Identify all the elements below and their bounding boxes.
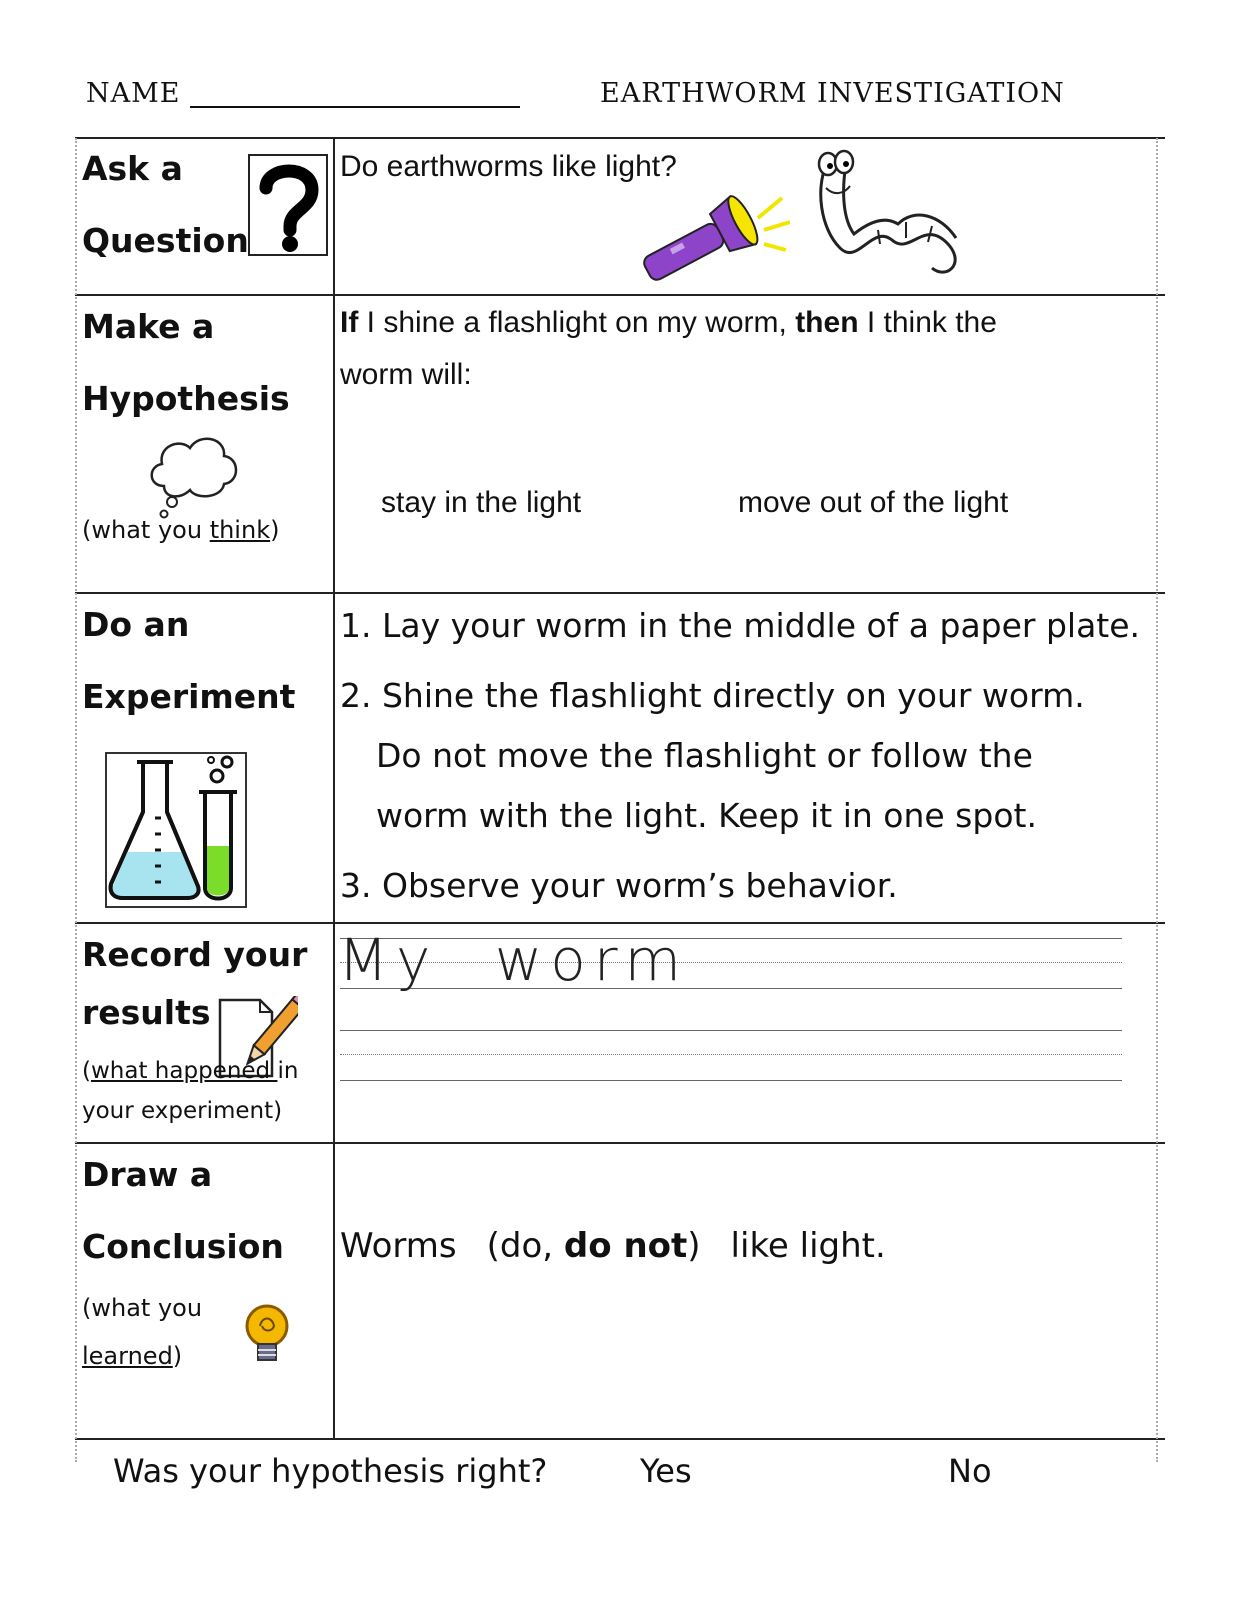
row-divider xyxy=(75,1142,1165,1144)
experiment-step-2-line3: worm with the light. Keep it in one spot. xyxy=(376,796,1037,835)
results-label-2: results xyxy=(82,993,211,1032)
question-mark-icon xyxy=(248,154,328,256)
name-label: NAME xyxy=(86,78,181,109)
ask-question-label-1: Ask a xyxy=(82,149,183,188)
hypothesis-option-move[interactable]: move out of the light xyxy=(738,486,1009,519)
results-sublabel-1: (what happened in xyxy=(82,1058,299,1084)
handwriting-top-line xyxy=(340,1030,1122,1031)
answer-no[interactable]: No xyxy=(948,1452,992,1490)
table-bottom-border xyxy=(75,1438,1165,1440)
row-divider xyxy=(75,294,1165,296)
results-sublabel-2: your experiment) xyxy=(82,1098,283,1124)
question-text: Do earthworms like light? xyxy=(340,150,677,183)
conclusion-statement: Worms (do, do not) like light. xyxy=(340,1226,886,1266)
results-label-1: Record your xyxy=(82,935,308,974)
conclusion-option-do-not[interactable]: do not xyxy=(563,1226,688,1266)
flashlight-icon xyxy=(630,192,790,284)
handwriting-mid-line xyxy=(340,1054,1122,1055)
experiment-step-1: 1. Lay your worm in the middle of a paper plate. xyxy=(340,606,1141,645)
experiment-label-1: Do an xyxy=(82,605,190,644)
results-writing-prompt[interactable]: My worm xyxy=(338,926,690,994)
worm-icon xyxy=(806,148,976,280)
right-dotted-border xyxy=(1156,138,1158,1462)
handwriting-base-line xyxy=(340,1080,1122,1081)
hypothesis-label-2: Hypothesis xyxy=(82,379,290,418)
conclusion-sublabel-2: learned) xyxy=(82,1342,183,1370)
conclusion-sublabel-1: (what you xyxy=(82,1294,203,1322)
experiment-label-2: Experiment xyxy=(82,677,296,716)
row-divider xyxy=(75,592,1165,594)
experiment-step-2: 2. Shine the flashlight directly on your worm. xyxy=(340,676,1085,715)
answer-yes[interactable]: Yes xyxy=(640,1452,692,1490)
left-dotted-border xyxy=(75,138,77,1462)
hypothesis-label-1: Make a xyxy=(82,307,215,346)
conclusion-label-1: Draw a xyxy=(82,1155,213,1194)
conclusion-option-do[interactable]: (do, xyxy=(486,1226,564,1266)
name-field-line[interactable] xyxy=(190,106,520,108)
column-divider xyxy=(333,137,335,1439)
lab-flask-icon xyxy=(105,752,247,908)
hypothesis-sublabel: (what you think) xyxy=(82,516,280,544)
ask-question-label-2: Question xyxy=(82,221,249,260)
conclusion-label-2: Conclusion xyxy=(82,1227,284,1266)
hypothesis-check-question: Was your hypothesis right? xyxy=(113,1452,548,1490)
lightbulb-icon xyxy=(240,1304,294,1366)
worksheet-title: EARTHWORM INVESTIGATION xyxy=(600,78,1065,109)
row-divider xyxy=(75,922,1165,924)
hypothesis-statement-line2: worm will: xyxy=(340,358,472,391)
experiment-step-2-line2: Do not move the flashlight or follow the xyxy=(376,736,1033,775)
hypothesis-option-stay[interactable]: stay in the light xyxy=(381,486,582,519)
hypothesis-statement: If I shine a flashlight on my worm, then I think the xyxy=(340,306,997,339)
experiment-step-3: 3. Observe your worm’s behavior. xyxy=(340,866,898,905)
thought-cloud-icon xyxy=(144,430,244,522)
table-top-border xyxy=(75,137,1165,139)
